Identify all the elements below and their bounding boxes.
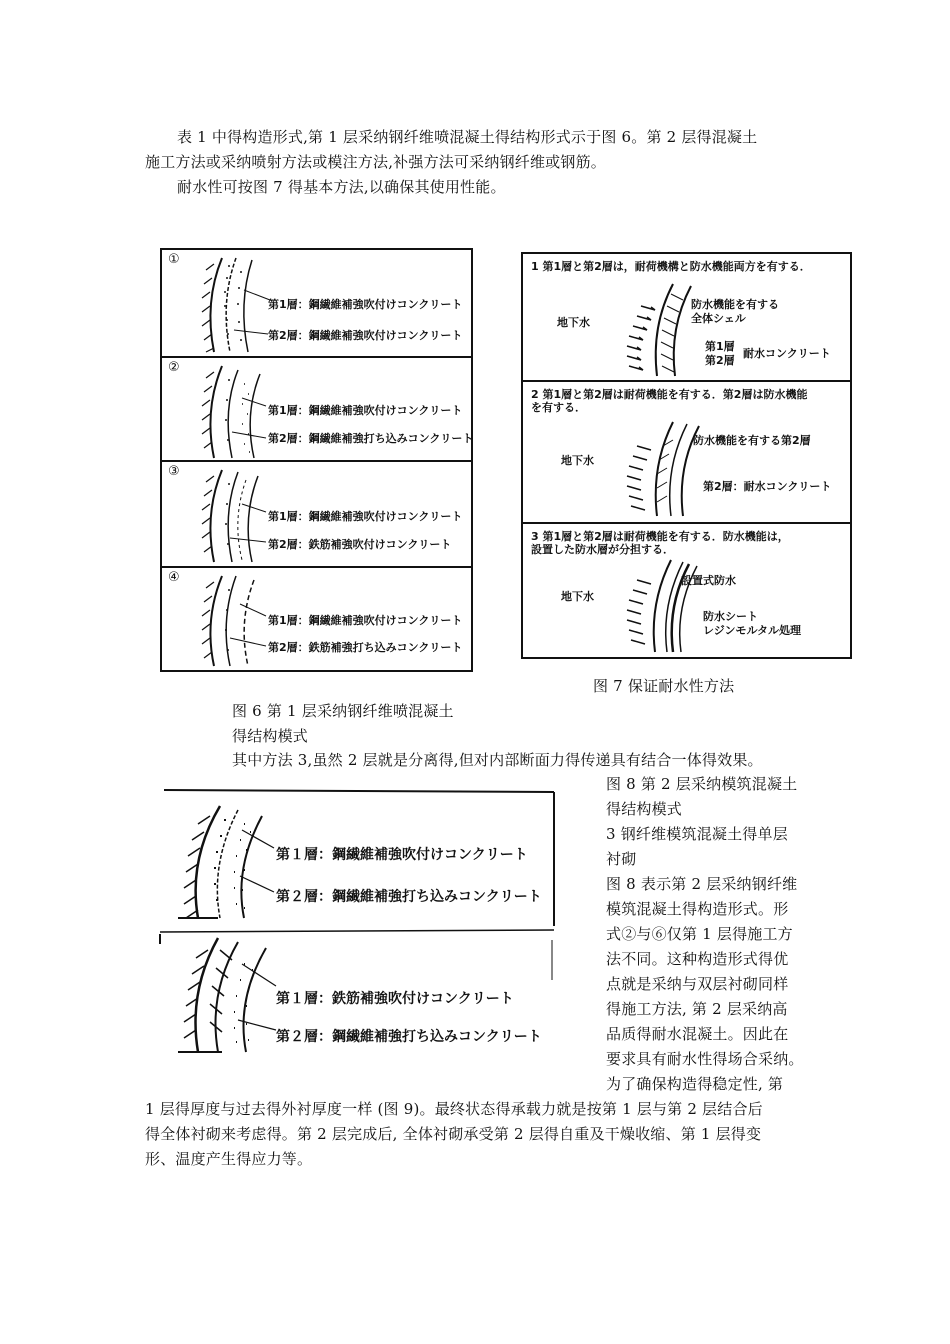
- fig7-p2-title-line2: を有する．: [531, 401, 586, 414]
- lining-with-water-diagram: [587, 556, 727, 656]
- right-col-line-10: 得施工方法, 第 2 层采纳高: [606, 1000, 788, 1018]
- groundwater-label: 地下水: [561, 590, 594, 603]
- fig7-p3-title-line2: 設置した防水層が分担する．: [531, 543, 674, 556]
- fig7-panel-2: [523, 382, 850, 524]
- fig6-panel-2: [162, 358, 474, 462]
- bottom-line-2: 得全体衬砌来考虑得。第 2 层完成后, 全体衬砌承受第 2 层得自重及干燥收缩、第 1 层得变: [145, 1125, 762, 1143]
- groundwater-label: 地下水: [557, 316, 590, 329]
- fig7-p2-title-line1: 2 第1層と第2層は耐荷機能を有する．第2層は防水機能: [531, 388, 808, 401]
- figure-6: [160, 248, 473, 672]
- right-col-line-7: 式②与⑥仅第 1 层得施工方: [606, 925, 793, 943]
- right-col-line-9: 点就是采纳与双层衬砌同样: [606, 975, 789, 993]
- fig7-p2-text-e: 第2層：耐水コンクリート: [703, 480, 832, 493]
- paragraph-1-line-2: 施工方法或采纳喷射方法或模注方法,补强方法可采纳钢纤维或钢筋。: [145, 153, 606, 171]
- paragraph-1-line-1: 表 1 中得构造形式,第 1 层采纳钢纤维喷混凝土得结构形式示于图 6。第 2 层得混凝土: [177, 128, 758, 146]
- fig6-p2-layer2: 第2層：鋼繊維補強打ち込みコンクリート: [268, 432, 474, 445]
- panel-number: ①: [168, 252, 180, 267]
- fig8-lower-layer1: 第１層：鉄筋補強吹付けコンクリート: [276, 991, 514, 1007]
- right-col-line-1: 图 8 第 2 层采纳模筑混凝土: [606, 775, 798, 793]
- fig6-p3-layer2: 第2層：鉄筋補強吹付けコンクリート: [268, 538, 452, 551]
- figure-7: [521, 252, 852, 659]
- fig7-p1-text-d: 第2層: [705, 354, 735, 367]
- panel-number: ④: [168, 570, 180, 585]
- right-col-line-8: 法不同。这种构造形式得优: [606, 950, 789, 968]
- right-col-line-6: 模筑混凝土得构造形式。形: [606, 900, 789, 918]
- right-col-line-12: 要求具有耐水性得场合采纳。: [606, 1050, 804, 1068]
- figure-8: [158, 780, 558, 1070]
- panel-number: ③: [168, 464, 180, 479]
- fig7-p2-text-a: 防水機能を有する第2層: [693, 434, 811, 447]
- fig6-p2-layer1: 第1層：鋼繊維補強吹付けコンクリート: [268, 404, 463, 417]
- fig7-p3-title-line1: 3 第1層と第2層は耐荷機能を有する．防水機能は，: [531, 530, 789, 543]
- fig7-panel-3: [523, 524, 850, 657]
- fig7-p1-text-e: 耐水コンクリート: [743, 347, 831, 360]
- right-col-line-5: 图 8 表示第 2 层采纳钢纤维: [606, 875, 798, 893]
- right-col-line-13: 为了确保构造得稳定性, 第: [606, 1075, 784, 1093]
- fig6-p4-layer2: 第2層：鉄筋補強打ち込みコンクリート: [268, 641, 463, 654]
- right-col-line-2: 得结构模式: [606, 800, 683, 818]
- fig6-p3-layer1: 第1層：鋼繊維補強吹付けコンクリート: [268, 510, 463, 523]
- fig6-p4-layer1: 第1層：鋼繊維補強吹付けコンクリート: [268, 614, 463, 627]
- fig7-p3-text-a: 設置式防水: [681, 574, 736, 587]
- panel-number: ②: [168, 360, 180, 375]
- fig8-upper-layer2: 第２層：鋼繊維補強打ち込みコンクリート: [276, 889, 542, 905]
- right-col-line-3: 3 钢纤维模筑混凝土得单层: [606, 825, 788, 843]
- fig8-lower-layer2: 第２層：鋼繊維補強打ち込みコンクリート: [276, 1029, 542, 1045]
- paragraph-3: 其中方法 3,虽然 2 层就是分离得,但对内部断面力得传递具有结合一体得效果。: [232, 751, 763, 769]
- fig7-p3-text-c: レジンモルタル処理: [703, 624, 802, 637]
- right-col-line-4: 衬砌: [606, 850, 637, 868]
- figure-6-caption-line-1: 图 6 第 1 层采纳钢纤维喷混凝土: [232, 702, 454, 720]
- bottom-line-1: 1 层得厚度与过去得外衬厚度一样 (图 9)。最终状态得承载力就是按第 1 层与第 2 层结合后: [145, 1100, 763, 1118]
- fig7-p1-text-c: 第1層: [705, 340, 735, 353]
- fig6-p1-layer1: 第1層：鋼繊維補強吹付けコンクリート: [268, 298, 463, 311]
- fig8-upper-layer1: 第１層：鋼繊維補強吹付けコンクリート: [276, 847, 528, 863]
- fig7-p2-title: [531, 388, 807, 414]
- bottom-line-3: 形、温度产生得应力等。: [145, 1150, 313, 1168]
- fig6-p1-layer2: 第2層：鋼繊維補強吹付けコンクリート: [268, 329, 463, 342]
- fig7-p1-text-b: 全体シェル: [691, 312, 746, 325]
- fig6-panel-1: [162, 250, 471, 358]
- fig7-p1-text-a: 防水機能を有する: [691, 298, 779, 311]
- paragraph-2: 耐水性可按图 7 得基本方法,以确保其使用性能。: [177, 178, 506, 196]
- fig7-p3-text-b: 防水シート: [703, 610, 758, 623]
- fig6-panel-3: [162, 462, 471, 568]
- figure-7-caption: 图 7 保证耐水性方法: [593, 677, 735, 695]
- fig7-p3-title: [531, 530, 789, 556]
- fig7-panel-1: [523, 254, 850, 382]
- right-col-line-11: 品质得耐水混凝土。因此在: [606, 1025, 789, 1043]
- figure-6-caption-line-2: 得结构模式: [232, 727, 309, 745]
- fig6-panel-4: [162, 568, 471, 670]
- fig7-p1-title: 1 第1層と第2層は，耐荷機構と防水機能両方を有する．: [531, 260, 811, 273]
- groundwater-label: 地下水: [561, 454, 594, 467]
